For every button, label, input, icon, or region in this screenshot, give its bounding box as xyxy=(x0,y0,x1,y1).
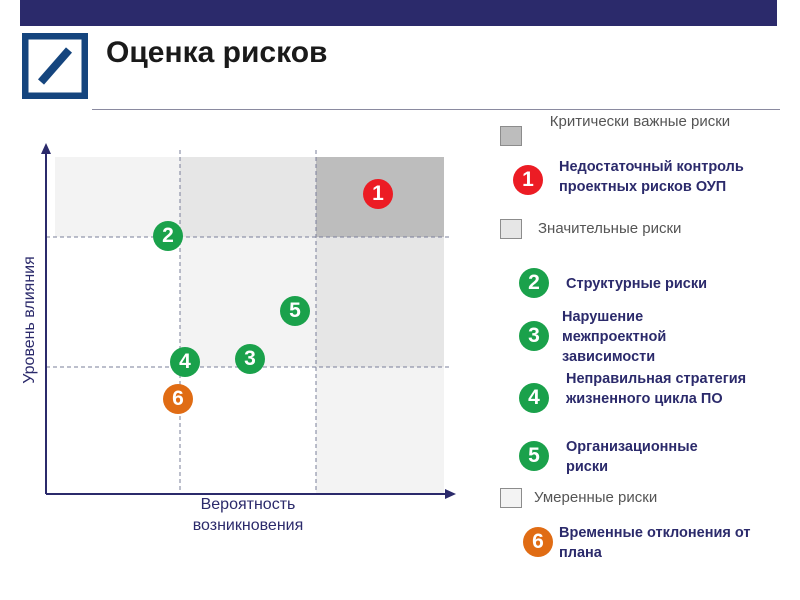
legend-critical-swatch xyxy=(500,126,522,146)
page-title: Оценка рисков xyxy=(106,36,328,69)
legend-marker-6: 6 xyxy=(523,527,553,557)
legend-marker-3: 3 xyxy=(519,321,549,351)
legend-critical-title: Критически важные риски xyxy=(549,113,731,130)
legend-item-3: Нарушение межпроектной зависимости xyxy=(562,309,667,365)
risk-marker-5: 5 xyxy=(280,296,310,326)
cell-low-impact-low-prob xyxy=(55,367,180,493)
legend-marker-2: 2 xyxy=(519,268,549,298)
legend-significant-title: Значительные риски xyxy=(538,220,682,237)
cell-high-impact-mid-prob xyxy=(180,157,316,237)
risk-marker-2: 2 xyxy=(153,221,183,251)
y-axis-arrow-icon xyxy=(41,143,51,154)
legend-marker-4: 4 xyxy=(519,383,549,413)
cell-mid-impact-high-prob xyxy=(316,237,444,367)
x-axis-label: Вероятность возникновения xyxy=(192,496,304,534)
cell-low-impact-mid-prob xyxy=(180,367,316,493)
risk-marker-1: 1 xyxy=(363,179,393,209)
risk-marker-3: 3 xyxy=(235,344,265,374)
legend-moderate-swatch xyxy=(500,488,522,508)
cell-mid-impact-low-prob xyxy=(55,237,180,367)
legend-significant-swatch xyxy=(500,219,522,239)
legend-item-1: Недостаточный контроль проектных рисков ОУП xyxy=(559,159,744,195)
legend-item-4: Неправильная стратегия жизненного цикла ПО xyxy=(566,371,747,407)
risk-marker-6: 6 xyxy=(163,384,193,414)
legend-item-6: Временные отклонения от плана xyxy=(559,525,751,561)
legend-marker-5: 5 xyxy=(519,441,549,471)
risk-marker-4: 4 xyxy=(170,347,200,377)
legend-moderate-title: Умеренные риски xyxy=(534,489,658,506)
legend-item-2: Структурные риски xyxy=(566,276,707,292)
legend-item-5: Организационные риски xyxy=(566,439,698,475)
legend-marker-1: 1 xyxy=(513,165,543,195)
cell-low-impact-high-prob xyxy=(316,367,444,493)
y-axis-label: Уровень влияния xyxy=(21,256,38,384)
x-axis-arrow-icon xyxy=(445,489,456,499)
